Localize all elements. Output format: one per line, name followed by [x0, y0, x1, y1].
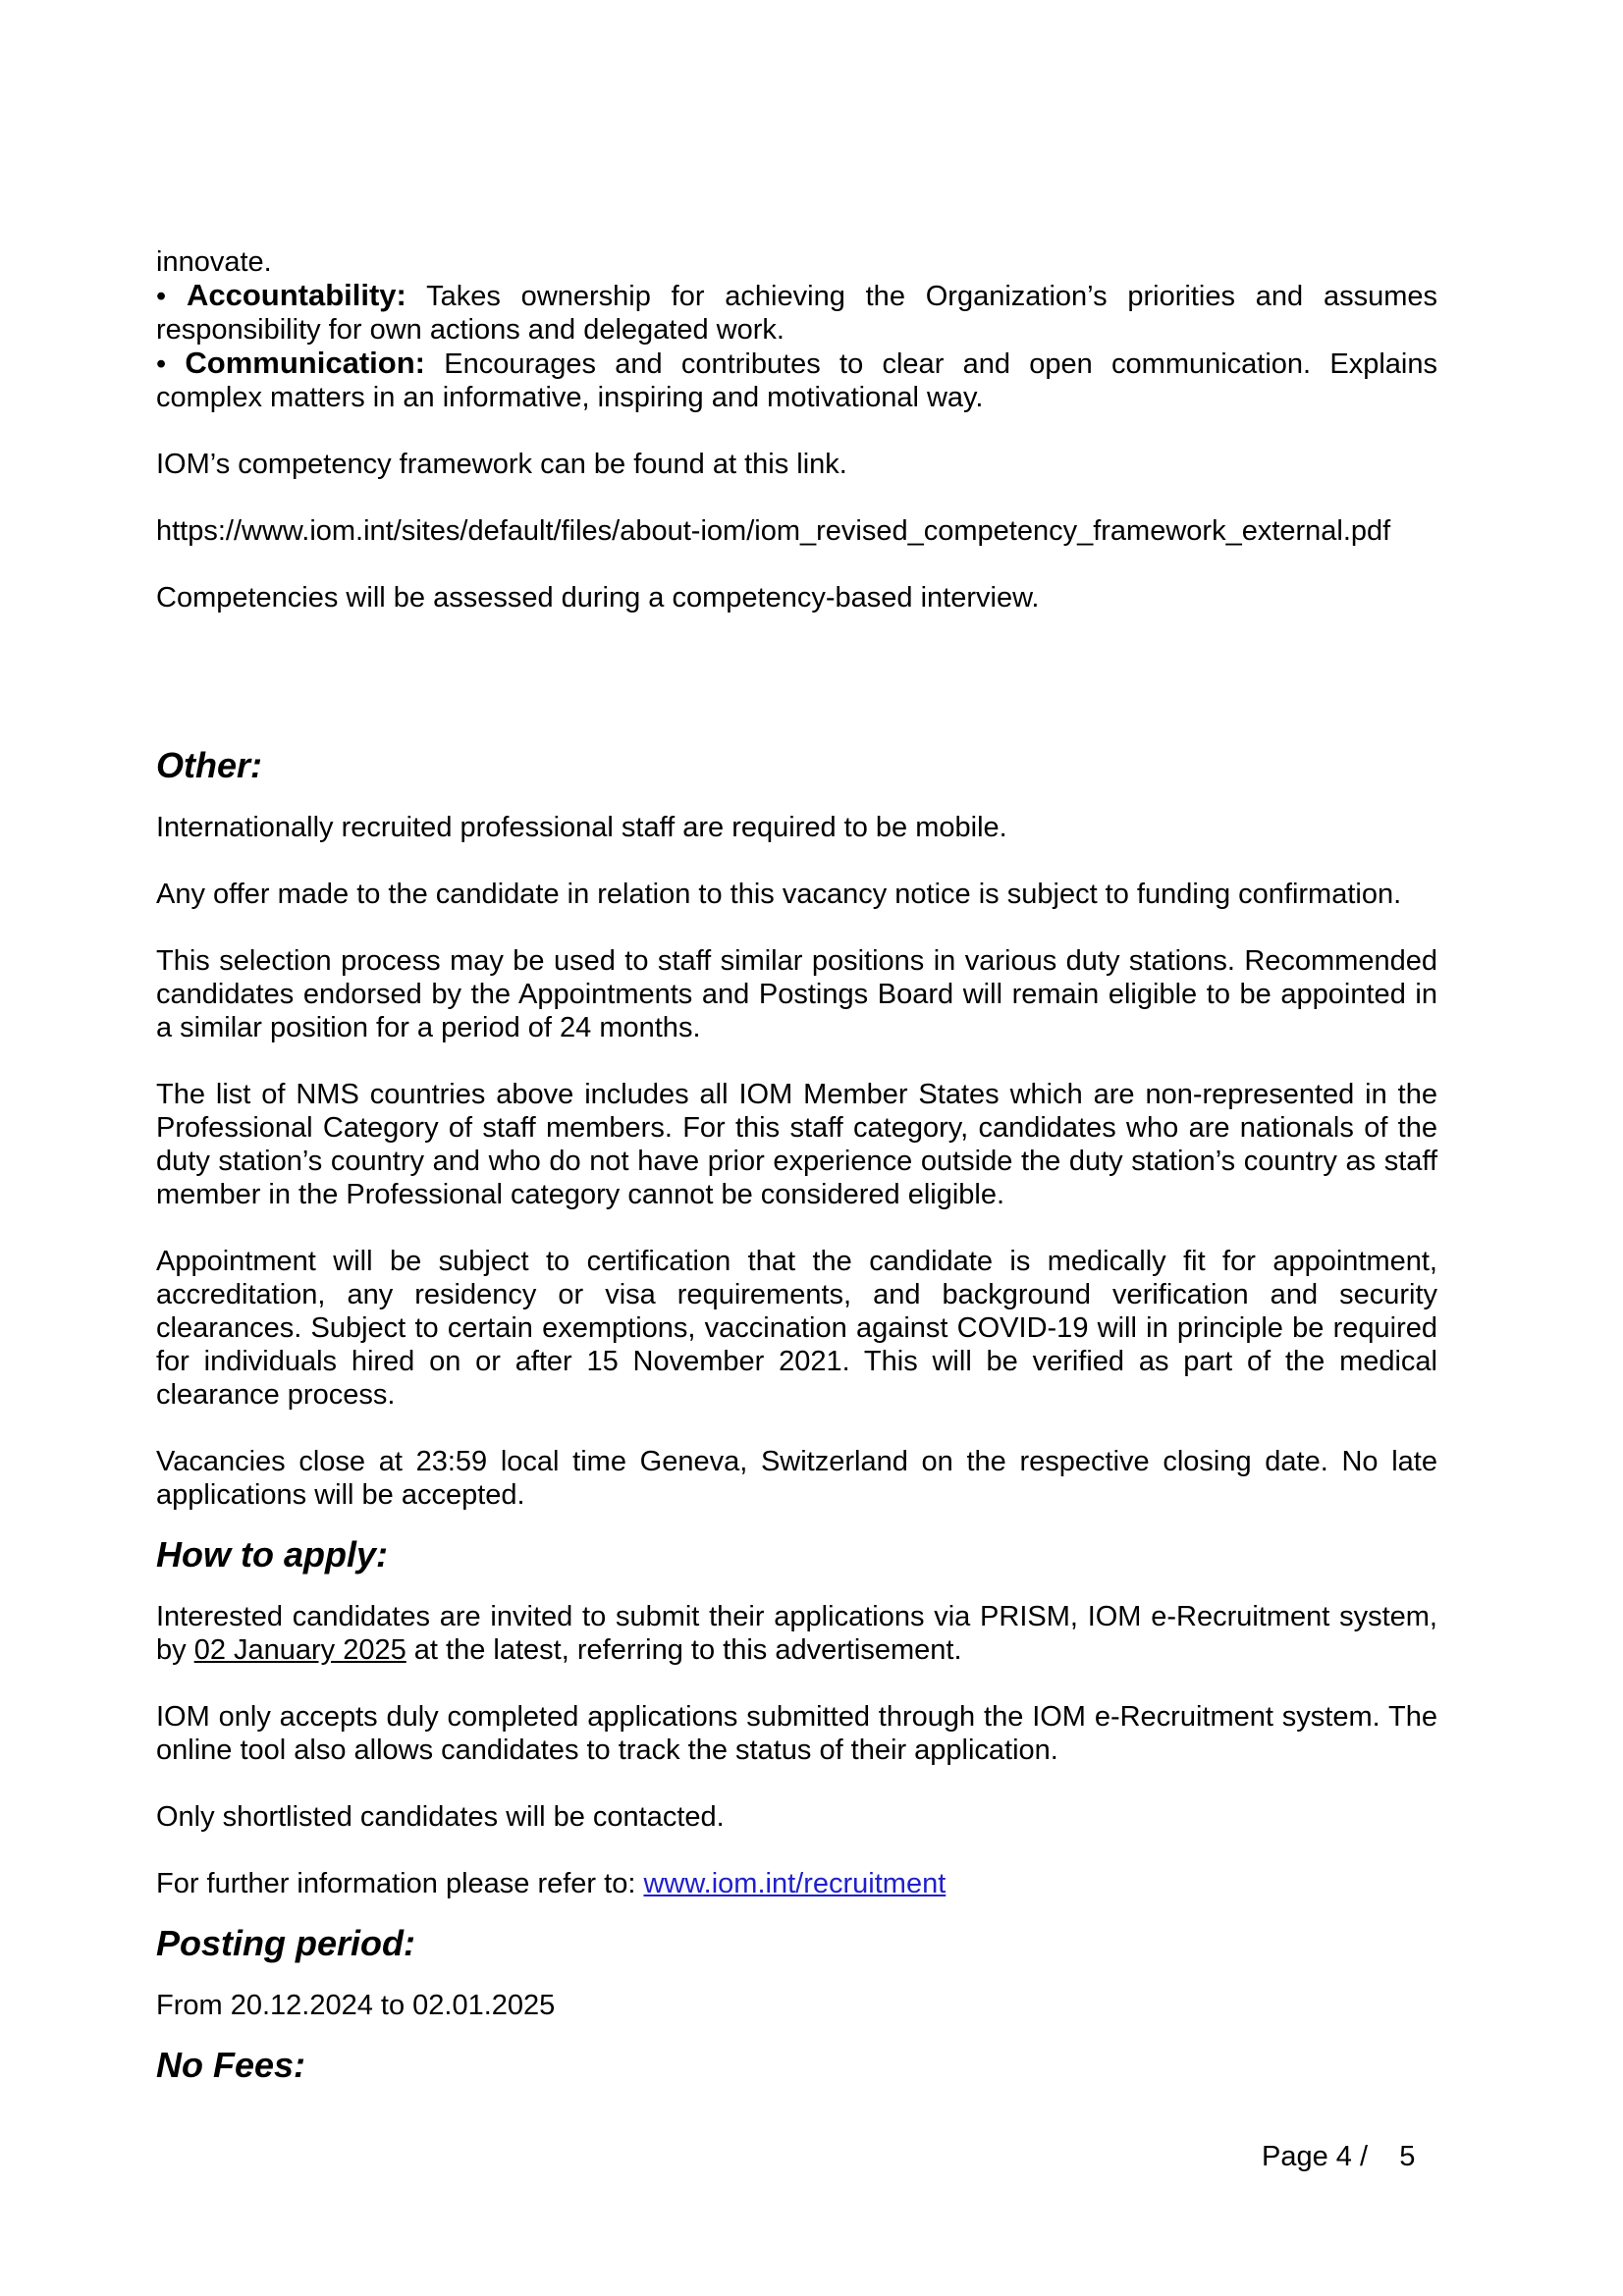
- apply-info-text: For further information please refer to:: [156, 1868, 644, 1899]
- other-paragraph-mobility: Internationally recruited professional staff are required to be mobile.: [156, 812, 1007, 843]
- communication-text: Encourages and contributes to clear and open communication. Explains complex matters in an informative, inspiring and motivational way.: [156, 348, 1437, 413]
- page-number: Page 4 / 5: [1262, 2141, 1416, 2172]
- apply-paragraph-shortlist: Only shortlisted candidates will be contacted.: [156, 1801, 725, 1833]
- apply-submit-text: Interested candidates are invited to submit their applications via PRISM, IOM e-Recruitment system, by: [156, 1601, 1437, 1666]
- other-paragraph-nms: The list of NMS countries above includes all IOM Member States which are non-represented in the Professional Category of staff members. For this staff category, candidates who are nationals of the duty station’s country and who do not have prior experience outside the duty station’s country as staff member in the Professional category cannot be considered eligible.: [156, 1079, 1437, 1210]
- other-paragraph-appointment: Appointment will be subject to certification that the candidate is medically fit for appointment, accreditation, any residency or visa requirements, and background verification and security clearances. Subject to certain exemptions, vaccination against COVID-19 will in principle be required for individuals hired on or after 15 November 2021. This will be verified as part of the medical clearance process.: [156, 1246, 1437, 1411]
- fees-heading: No Fees:: [156, 2045, 306, 2085]
- other-paragraph-funding: Any offer made to the candidate in relation to this vacancy notice is subject to funding confirmation.: [156, 879, 1402, 910]
- document-page: [156, 245, 1437, 2087]
- apply-heading: How to apply:: [156, 1534, 388, 1575]
- accountability-text: Takes ownership for achieving the Organization’s priorities and assumes responsibility for own actions and delegated work.: [156, 281, 1437, 346]
- apply-submit-text-end: at the latest, referring to this advertisement.: [406, 1634, 962, 1666]
- framework-text: IOM’s competency framework can be found at this link.: [156, 449, 847, 480]
- bullet-communication: • Communication: Encourages and contributes to clear and open communication. Explains complex matters in an informative, inspiring and motivational way.: [156, 346, 1437, 413]
- accountability-term: Accountability:: [186, 278, 406, 312]
- posting-period-text: From 20.12.2024 to 02.01.2025: [156, 1990, 556, 2021]
- communication-term: Communication:: [185, 346, 425, 380]
- closing-date: 02 January 2025: [193, 1634, 406, 1666]
- intro-line: innovate.: [156, 246, 272, 278]
- framework-url: https://www.iom.int/sites/default/files/about-iom/iom_revised_competency_framework_external.pdf: [156, 515, 1391, 547]
- apply-paragraph-erecruitment: IOM only accepts duly completed applications submitted through the IOM e-Recruitment system. The online tool also allows candidates to track the status of their application.: [156, 1701, 1437, 1766]
- other-heading: Other:: [156, 745, 262, 785]
- other-paragraph-closing: Vacancies close at 23:59 local time Geneva, Switzerland on the respective closing date. No late applications will be accepted.: [156, 1446, 1437, 1511]
- recruitment-link[interactable]: www.iom.int/recruitment: [643, 1868, 947, 1899]
- apply-paragraph-submit: [156, 1600, 1437, 1667]
- assessment-text: Competencies will be assessed during a competency-based interview.: [156, 582, 1040, 614]
- bullet-accountability: • Accountability: Takes ownership for achieving the Organization’s priorities and assumes responsibility for own actions and delegated work.: [156, 278, 1437, 346]
- other-paragraph-selection: This selection process may be used to staff similar positions in various duty stations. Recommended candidates endorsed by the Appointments and Postings Board will remain eligible to be appointed in a similar position for a period of 24 months.: [156, 945, 1437, 1043]
- apply-paragraph-info: [156, 1867, 1437, 1900]
- posting-heading: Posting period:: [156, 1923, 415, 1963]
